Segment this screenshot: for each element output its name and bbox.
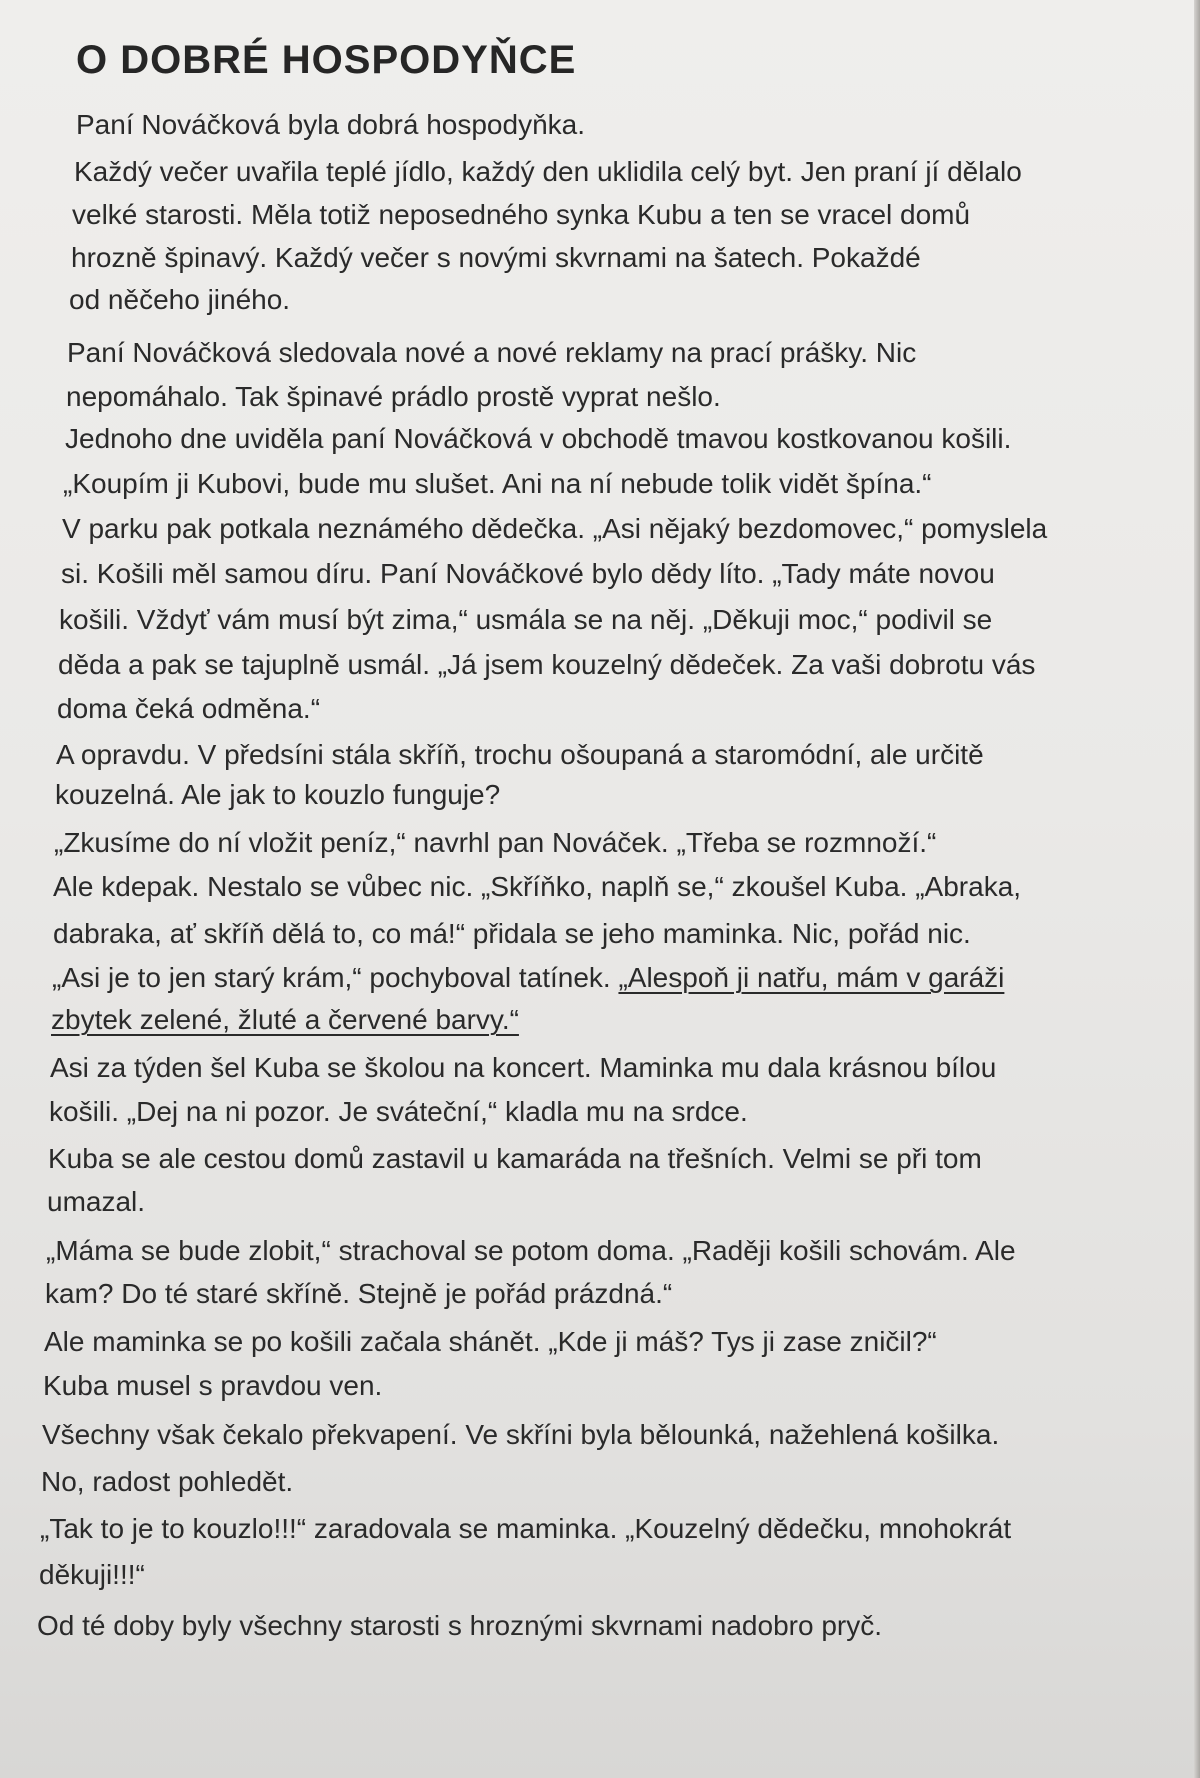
text-line: kam? Do té staré skříně. Stejně je pořád prázdná.“ — [45, 1278, 673, 1309]
text-line: nepomáhalo. Tak špinavé prádlo prostě vyprat nešlo. — [66, 381, 721, 412]
text-line: si. Košili měl samou díru. Paní Nováčkové bylo dědy líto. „Tady máte novou — [61, 558, 995, 589]
text-line: doma čeká odměna.“ — [57, 693, 321, 724]
text-line: „Tak to je to kouzlo!!!“ zaradovala se maminka. „Kouzelný dědečku, mnohokrát — [40, 1513, 1012, 1544]
text-line: Paní Nováčková sledovala nové a nové reklamy na prací prášky. Nic — [67, 337, 917, 368]
story-title: O DOBRÉ HOSPODYŇCE — [76, 38, 577, 82]
underlined-text: „Alespoň ji natřu, mám v garáži — [618, 962, 1005, 993]
text-line: Ale kdepak. Nestalo se vůbec nic. „Skříňko, naplň se,“ zkoušel Kuba. „Abraka, — [53, 871, 1022, 902]
text-line: Všechny však čekalo překvapení. Ve skříni byla bělounká, nažehlená košilka. — [42, 1419, 1000, 1450]
text-line: Paní Nováčková byla dobrá hospodyňka. — [76, 109, 585, 140]
page-edge — [1194, 0, 1200, 1778]
text-line: Každý večer uvařila teplé jídlo, každý den uklidila celý byt. Jen praní jí dělalo — [74, 156, 1022, 187]
text-segment: „Asi je to jen starý krám,“ pochyboval tatínek. — [52, 962, 619, 993]
text-line: Od té doby byly všechny starosti s hroznými skvrnami nadobro pryč. — [37, 1610, 883, 1641]
text-line: No, radost pohledět. — [41, 1466, 294, 1497]
text-line: děkuji!!!“ — [39, 1559, 145, 1590]
text-line: hrozně špinavý. Každý večer s novými skvrnami na šatech. Pokaždé — [71, 242, 921, 273]
text-line: A opravdu. V předsíni stála skříň, trochu ošoupaná a staromódní, ale určitě — [56, 739, 984, 770]
text-line: Kuba se ale cestou domů zastavil u kamaráda na třešních. Velmi se při tom — [48, 1143, 982, 1174]
text-line — [52, 961, 1004, 995]
text-line: košili. „Dej na ni pozor. Je sváteční,“ kladla mu na srdce. — [49, 1096, 748, 1127]
text-line: od něčeho jiného. — [69, 284, 291, 315]
text-line: kouzelná. Ale jak to kouzlo funguje? — [55, 779, 501, 810]
text-line: „Koupím ji Kubovi, bude mu slušet. Ani na ní nebude tolik vidět špína.“ — [63, 468, 932, 499]
text-line: Jednoho dne uviděla paní Nováčková v obchodě tmavou kostkovanou košili. — [65, 423, 1012, 454]
text-line: „Máma se bude zlobit,“ strachoval se potom doma. „Raději košili schovám. Ale — [46, 1235, 1016, 1266]
text-line: umazal. — [47, 1186, 146, 1217]
text-line: velké starosti. Měla totiž neposedného synka Kubu a ten se vracel domů — [72, 199, 971, 230]
text-line: „Zkusíme do ní vložit peníz,“ navrhl pan Nováček. „Třeba se rozmnoží.“ — [54, 827, 937, 858]
text-line: Ale maminka se po košili začala shánět. „Kde ji máš? Tys ji zase zničil?“ — [44, 1326, 937, 1357]
text-line: děda a pak se tajuplně usmál. „Já jsem kouzelný dědeček. Za vaši dobrotu vás — [58, 649, 1036, 680]
text-line: Asi za týden šel Kuba se školou na koncert. Maminka mu dala krásnou bílou — [50, 1052, 997, 1083]
text-line: Kuba musel s pravdou ven. — [43, 1370, 383, 1401]
text-line: V parku pak potkala neznámého dědečka. „Asi nějaký bezdomovec,“ pomyslela — [62, 513, 1048, 544]
text-line: košili. Vždyť vám musí být zima,“ usmála se na něj. „Děkuji moc,“ podivil se — [59, 604, 993, 635]
underlined-text-line: zbytek zelené, žluté a červené barvy.“ — [51, 1004, 519, 1035]
text-line: dabraka, ať skříň dělá to, co má!“ přidala se jeho maminka. Nic, pořád nic. — [53, 918, 971, 949]
